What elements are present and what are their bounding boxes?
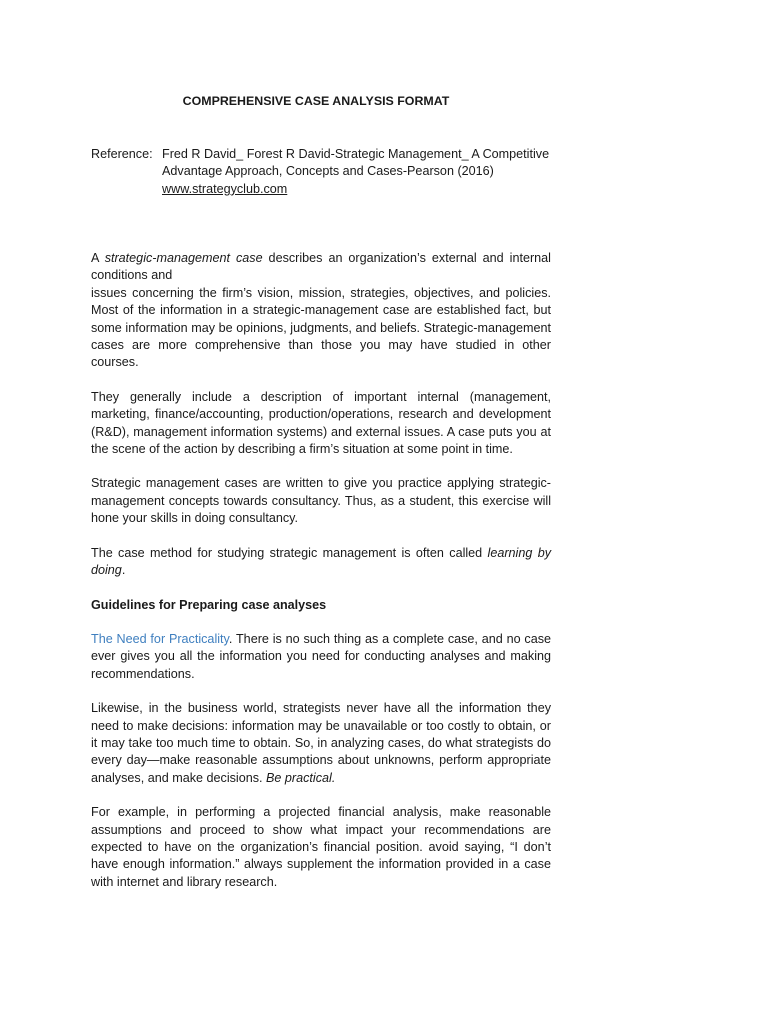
paragraph-need-for-practicality xyxy=(91,631,551,683)
reference-line-1: Fred R David_ Forest R David-Strategic Management_ A Competitive xyxy=(162,147,550,161)
document-title xyxy=(91,93,551,110)
practicality-lead-term: The Need for Practicality xyxy=(91,631,229,646)
document-body xyxy=(91,93,551,891)
reference-link[interactable]: www.strategyclub.com xyxy=(162,181,288,196)
section-heading: Guidelines for Preparing case analyses xyxy=(91,597,327,612)
p6-text: Likewise, in the business world, strategists never have all the information they need to make decisions: information may be unavailable or too costly to obtain, or it may take too much time to obtain. So, in analyzing cases, do what strategists do every day—make reasonable assumptions about unknowns, perform appropriate analyses, and make decisions. xyxy=(91,701,551,785)
p4-italic-term: learning by doing xyxy=(91,545,551,578)
p1-italic-term: strategic-management case xyxy=(104,251,263,265)
reference-block xyxy=(91,146,551,200)
paragraph-case-purpose: Strategic management cases are written to give you practice applying strategic-management concepts towards consultancy. Thus, as a student, this exercise will hone your skills in doing consultancy. xyxy=(91,476,551,526)
paragraph-case-contents: They generally include a description of important internal (management, marketing, finance/accounting, production/operations, research and development (R&D), management information systems) and external issues. A case puts you at the scene of the action by describing a firm’s situation at some point in time. xyxy=(91,389,551,457)
document-title-text: COMPREHENSIVE CASE ANALYSIS FORMAT xyxy=(182,94,450,108)
paragraph-business-world xyxy=(91,700,551,787)
paragraph-case-definition xyxy=(91,250,551,372)
paragraph-case-method xyxy=(91,545,551,580)
reference-label: Reference: xyxy=(91,147,153,161)
p4-text-a: The case method for studying strategic management is often called xyxy=(91,545,488,560)
p5-dot: . xyxy=(228,631,233,646)
paragraph-example: For example, in performing a projected financial analysis, make reasonable assumptions and proceed to show what impact your recommendations are expected to have on the organization’s financial position. avoid saying, “I don’t have enough information.” always supplement the information provided in a case with internet and library research. xyxy=(91,805,551,889)
p1-text-a: A xyxy=(91,251,105,265)
reference-line-2: Advantage Approach, Concepts and Cases-Pearson (2016) xyxy=(162,164,494,179)
p1-text-b: describes an organization’s external and internal conditions and xyxy=(91,251,551,283)
p4-text-b: . xyxy=(121,563,126,578)
p6-italic-term: Be practical. xyxy=(266,770,336,785)
p1-text-c: issues concerning the firm’s vision, mission, strategies, objectives, and policies. Most of the information in a strategic-management case are established fact, but some information may be opinions, judgments, and beliefs. Strategic-management cases are more comprehensive than those you may have studied in other courses. xyxy=(91,285,551,370)
p5-text: There is no such thing as a complete case, and no case ever gives you all the information you need for conducting analyses and making recommendations. xyxy=(91,631,551,681)
reference-citation xyxy=(162,146,582,198)
